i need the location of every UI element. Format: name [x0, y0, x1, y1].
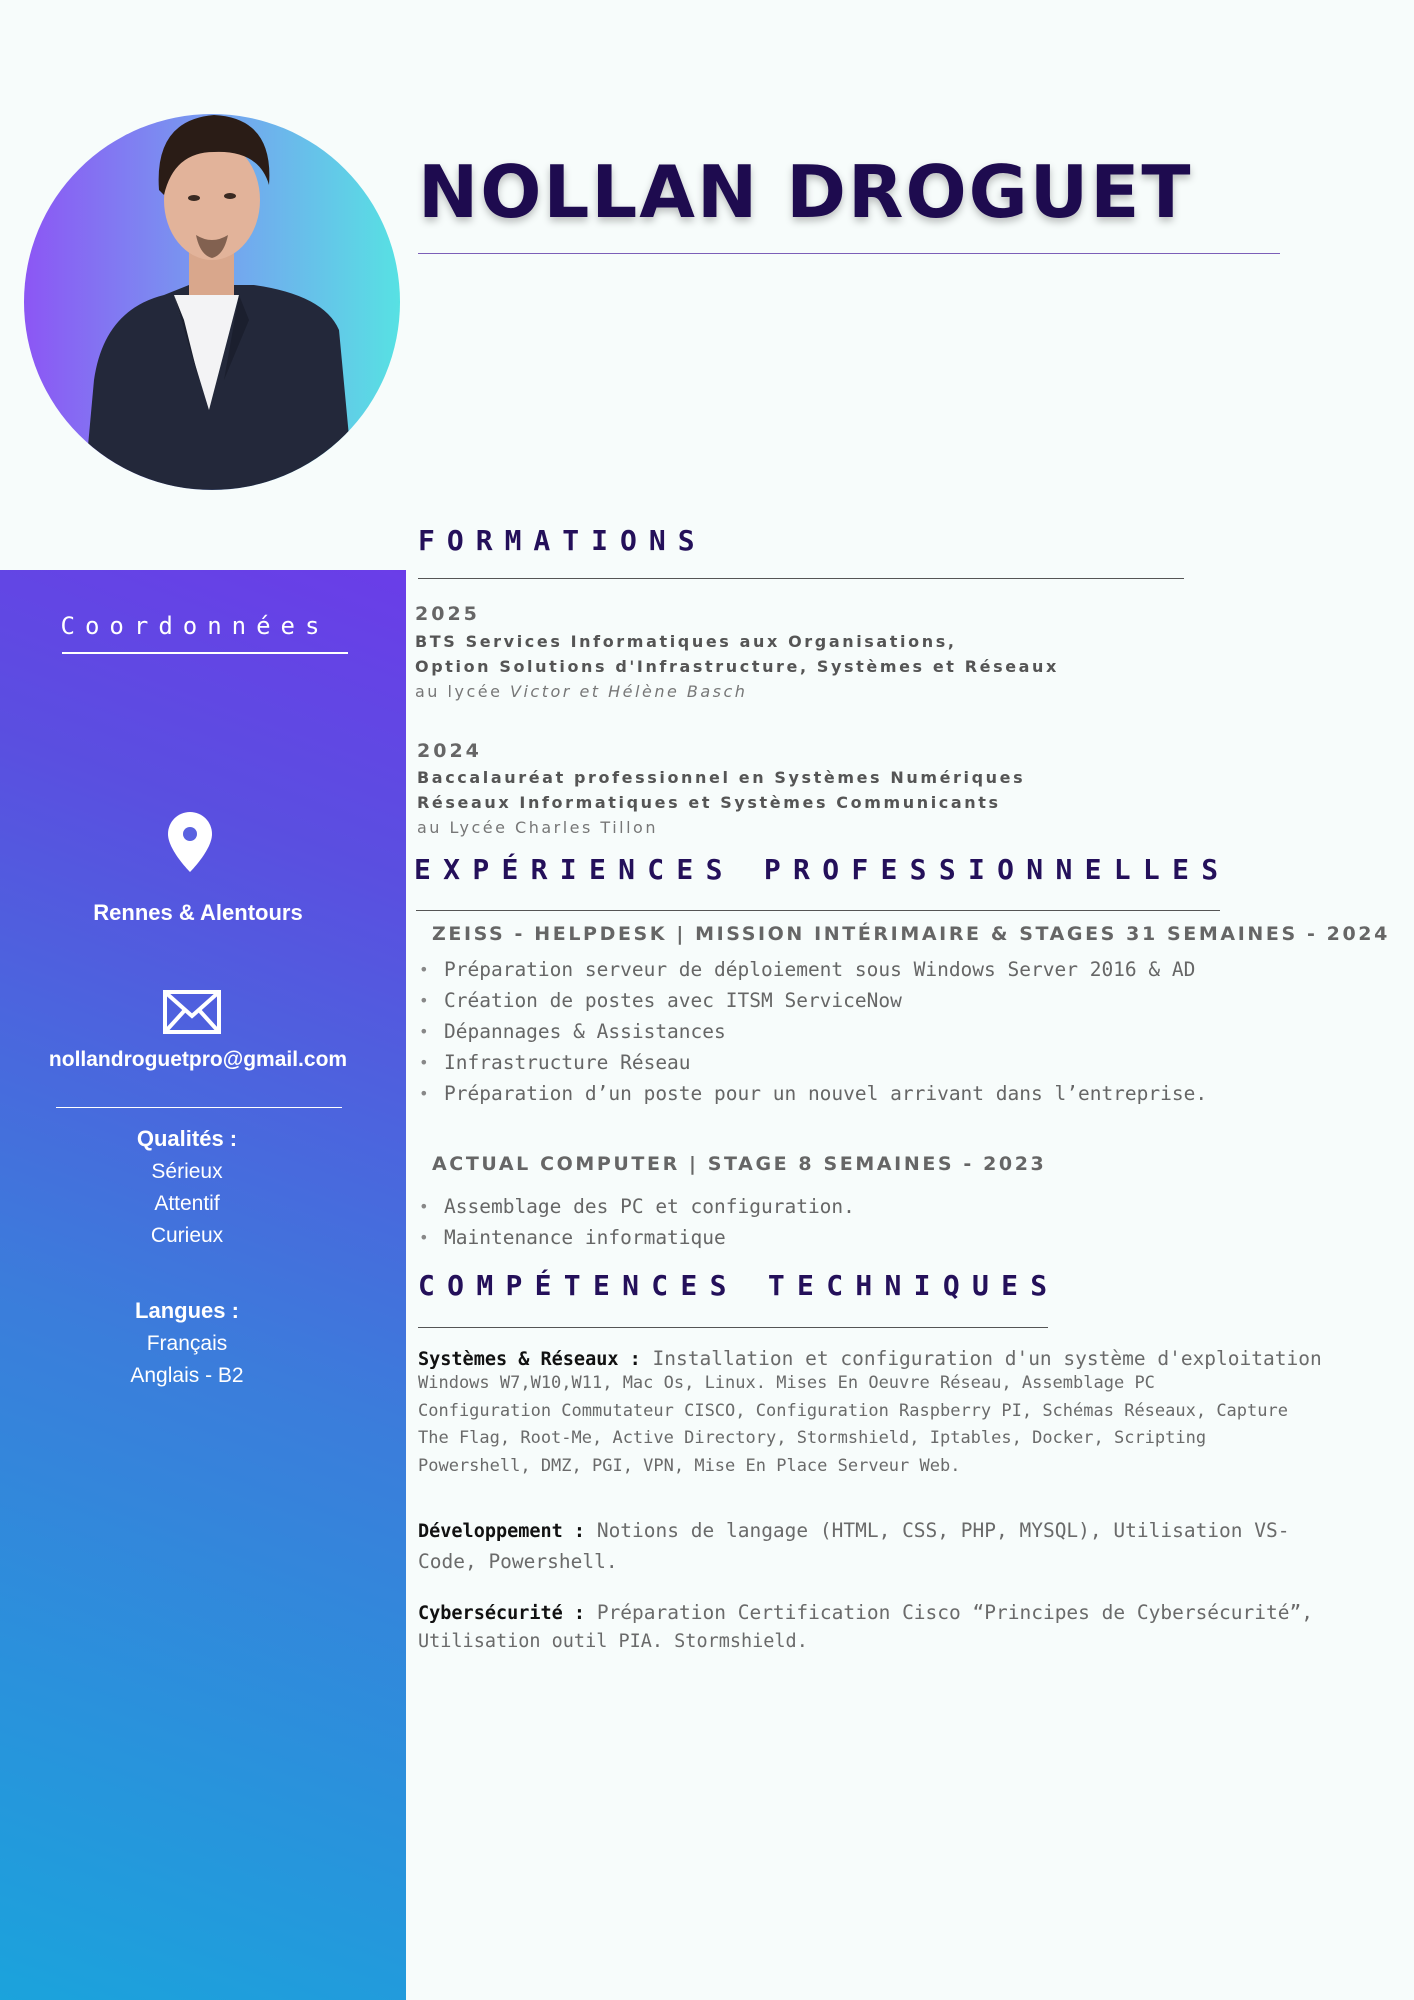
languages-block — [0, 1298, 374, 1392]
competence-cyber — [418, 1599, 1348, 1656]
experiences-heading: EXPÉRIENCES PROFESSIONNELLES — [414, 853, 1231, 886]
sidebar-title-divider — [62, 652, 348, 654]
competence-lead: Préparation Certification Cisco “Principes de Cybersécurité”, — [596, 1601, 1313, 1624]
list-item: • Création de postes avec ITSM ServiceNow — [419, 985, 1207, 1016]
competence-lead: Notions de langage (HTML, CSS, PHP, MYSQL), Utilisation VS- — [596, 1519, 1290, 1542]
qualities-block — [0, 1126, 374, 1252]
school-prefix: au lycée — [415, 682, 503, 701]
list-item: • Assemblage des PC et configuration. — [419, 1191, 855, 1222]
competence-line: Powershell, DMZ, PGI, VPN, Mise En Place Serveur Web. — [418, 1455, 961, 1476]
experience-bullets — [419, 1191, 855, 1253]
candidate-name: NOLLAN DROGUET — [418, 150, 1193, 234]
contact-sidebar — [0, 570, 406, 2000]
formation-degree-line: Option Solutions d'Infrastructure, Systèmes et Réseaux — [415, 657, 1059, 676]
list-item: • Préparation d’un poste pour un nouvel arrivant dans l’entreprise. — [419, 1078, 1207, 1109]
competences-divider — [418, 1327, 1048, 1328]
sidebar-title: Coordonnées — [60, 612, 330, 640]
competence-lead: Installation et configuration d'un système d'exploitation — [652, 1347, 1322, 1370]
competence-line: Configuration Commutateur CISCO, Configuration Raspberry PI, Schémas Réseaux, Capture — [418, 1400, 1288, 1421]
formations-divider — [418, 578, 1184, 579]
competence-systemes — [418, 1347, 1348, 1480]
list-item: • Maintenance informatique — [419, 1222, 855, 1253]
competence-label: Cybersécurité : — [418, 1603, 586, 1624]
formation-degree-line: Réseaux Informatiques et Systèmes Communicants — [417, 793, 1001, 812]
location-text: Rennes & Alentours — [93, 900, 303, 925]
sidebar-contact-divider — [56, 1107, 342, 1108]
list-item: • Infrastructure Réseau — [419, 1047, 1207, 1078]
competence-line: Windows W7,W10,W11, Mac Os, Linux. Mises En Oeuvre Réseau, Assemblage PC — [418, 1373, 1155, 1393]
experiences-divider — [416, 910, 1220, 911]
competence-line: Utilisation outil PIA. Stormshield. — [418, 1631, 808, 1652]
competence-dev — [418, 1516, 1348, 1577]
school-name: Victor et Hélène Basch — [510, 682, 748, 701]
qualities-heading: Qualités : — [136, 1126, 238, 1151]
competence-line: The Flag, Root-Me, Active Directory, Stormshield, Iptables, Docker, Scripting — [418, 1428, 1207, 1448]
quality-item: Sérieux — [151, 1160, 223, 1183]
language-item: Anglais - B2 — [130, 1364, 244, 1387]
quality-item: Attentif — [154, 1192, 220, 1215]
formations-heading: FORMATIONS — [418, 524, 707, 557]
language-item: Français — [146, 1332, 228, 1355]
formation-year: 2025 — [415, 603, 480, 625]
formation-school: au Lycée Charles Tillon — [417, 818, 658, 837]
envelope-icon — [163, 990, 221, 1034]
languages-heading: Langues : — [135, 1298, 239, 1323]
list-item: • Préparation serveur de déploiement sous Windows Server 2016 & AD — [419, 954, 1207, 985]
formation-year: 2024 — [417, 740, 482, 762]
experience-title: ZEISS - HELPDESK | MISSION INTÉRIMAIRE & STAGES 31 SEMAINES - 2024 — [432, 923, 1390, 945]
formation-degree-line: Baccalauréat professionnel en Systèmes Numériques — [417, 768, 1026, 787]
profile-photo — [24, 80, 400, 490]
person-portrait — [24, 80, 400, 490]
email-link[interactable]: nollandroguetpro@gmail.com — [48, 1048, 348, 1071]
map-pin-icon — [168, 812, 212, 872]
competence-label: Systèmes & Réseaux : — [418, 1349, 641, 1370]
competence-label: Développement : — [418, 1521, 586, 1542]
formation-degree-line: BTS Services Informatiques aux Organisations, — [415, 632, 957, 651]
experience-title: ACTUAL COMPUTER | STAGE 8 SEMAINES - 2023 — [432, 1153, 1047, 1175]
formation-school — [415, 682, 747, 701]
experience-bullets — [419, 954, 1207, 1109]
list-item: • Dépannages & Assistances — [419, 1016, 1207, 1047]
quality-item: Curieux — [150, 1224, 224, 1247]
competence-line: Code, Powershell. — [418, 1550, 618, 1573]
competences-heading: COMPÉTENCES TECHNIQUES — [418, 1269, 1060, 1302]
name-underline — [418, 253, 1280, 254]
